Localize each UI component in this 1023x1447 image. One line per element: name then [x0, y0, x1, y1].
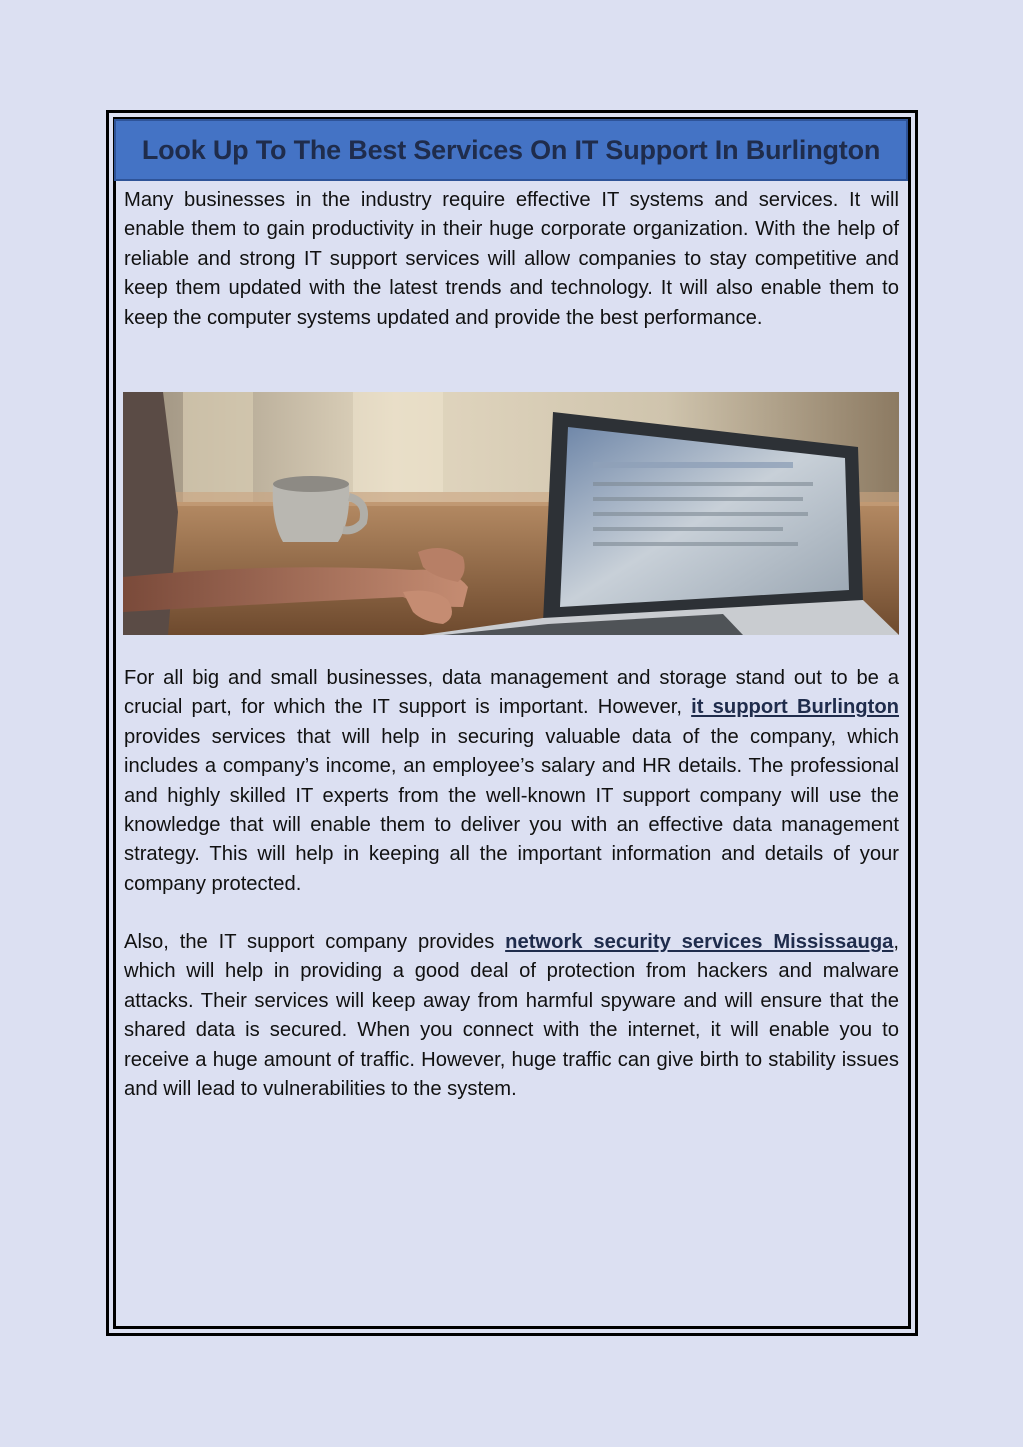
title-banner [114, 119, 908, 181]
paragraph-text: For all big and small businesses, data management and storage stand out to be a crucial part, for which the IT support is important. However, [124, 667, 899, 719]
network-security-paragraph [124, 928, 899, 1104]
page-title: Look Up To The Best Services On IT Support In Burlington [141, 134, 881, 165]
paragraph-text: provides services that will help in securing valuable data of the company, which includes a company’s income, an employee’s salary and HR details. The professional and highly skilled IT experts from the well-known IT support company will use the knowledge that will enable them to deliver you with an effective data management strategy. This will help in keeping all the important information and details of your company protected. [124, 725, 899, 895]
intro-paragraph: Many businesses in the industry require effective IT systems and services. It will enable them to gain productivity in their huge corporate organization. With the help of reliable and strong IT support services will allow companies to stay competitive and keep them updated with the latest trends and technology. It will also enable them to keep the computer systems updated and provide the best performance. [124, 189, 899, 329]
network-security-link[interactable]: network security services Mississauga [505, 931, 894, 953]
it-support-burlington-link[interactable]: it support Burlington [691, 696, 899, 719]
data-management-paragraph [124, 664, 899, 899]
laptop-typing-photo [123, 392, 899, 635]
paragraph-text: , which will help in providing a good deal of protection from hackers and malware attacks. Their services will keep away from harmful spyware and will ensure that the shared data is secured. When you connect with the internet, it will enable you to receive a huge amount of traffic. However, huge traffic can give birth to stability issues and will lead to vulnerabilities to the system. [124, 931, 899, 1101]
paragraph-text: Also, the IT support company provides [124, 931, 506, 953]
